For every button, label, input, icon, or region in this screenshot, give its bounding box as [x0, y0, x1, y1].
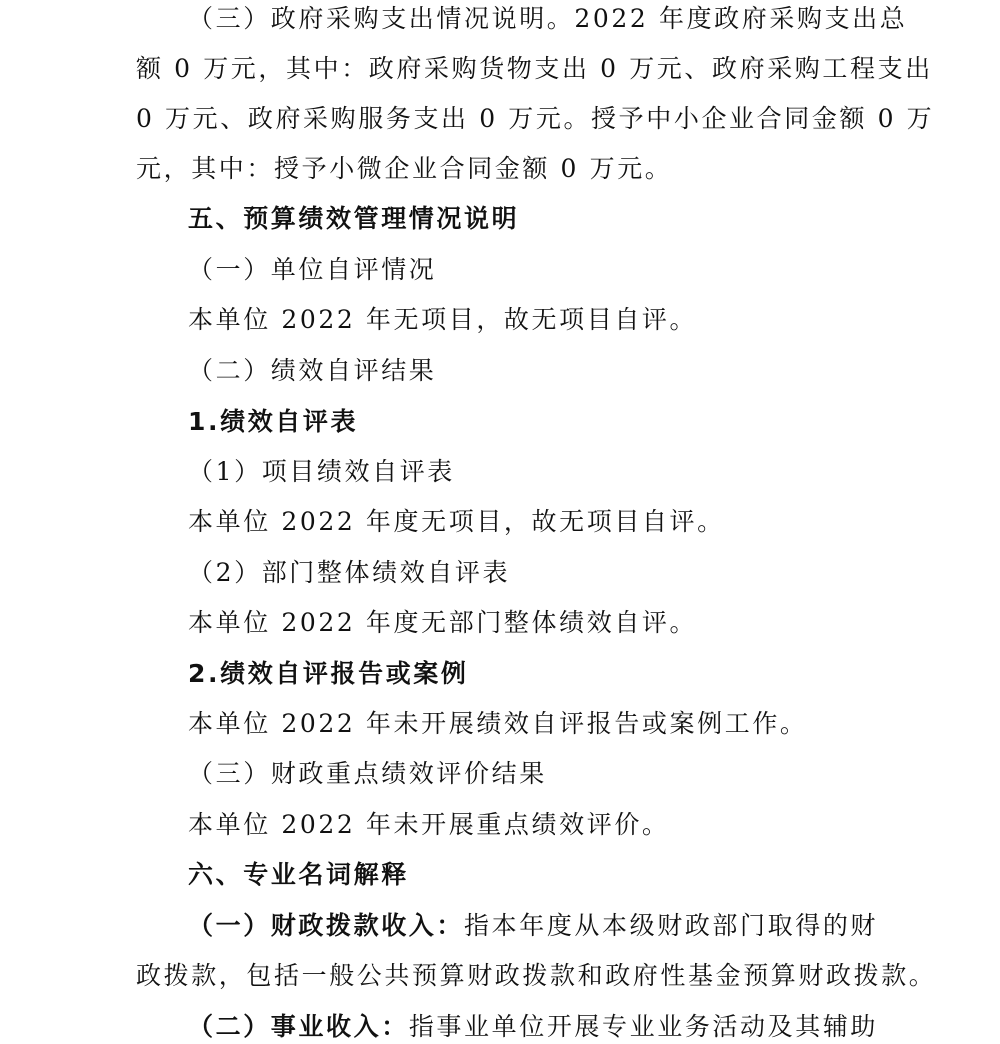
- govt-procurement-line-2: 额 0 万元，其中：政府采购货物支出 0 万元、政府采购工程支出: [136, 54, 933, 83]
- glossary-fiscal-appropriation-continued: 政拨款，包括一般公共预算财政拨款和政府性基金预算财政拨款。: [136, 961, 937, 990]
- govt-procurement-line-4: 元，其中：授予小微企业合同金额 0 万元。: [136, 154, 673, 183]
- paragraph-no-department-evaluation: 本单位 2022 年度无部门整体绩效自评。: [188, 608, 698, 637]
- govt-procurement-line-3: 0 万元、政府采购服务支出 0 万元。授予中小企业合同金额 0 万: [136, 104, 935, 133]
- definition-business-income: 指事业单位开展专业业务活动及其辅助: [408, 1012, 879, 1041]
- item-project-table: （1）项目绩效自评表: [188, 457, 455, 486]
- paragraph-no-projects: 本单位 2022 年无项目，故无项目自评。: [188, 305, 698, 334]
- definition-fiscal-appropriation: 指本年度从本级财政部门取得的财: [464, 911, 879, 940]
- subheading-self-evaluation: （一）单位自评情况: [188, 255, 437, 284]
- subheading-self-evaluation-results: （二）绩效自评结果: [188, 356, 437, 385]
- subheading-report-or-case: 2.绩效自评报告或案例: [188, 659, 469, 688]
- glossary-fiscal-appropriation: [188, 909, 878, 943]
- section-heading-glossary: 六、专业名词解释: [188, 860, 409, 889]
- item-department-table: （2）部门整体绩效自评表: [188, 558, 511, 587]
- paragraph-no-project-evaluation: 本单位 2022 年度无项目，故无项目自评。: [188, 507, 725, 536]
- subheading-key-evaluation: （三）财政重点绩效评价结果: [188, 759, 547, 788]
- section-heading-performance: 五、预算绩效管理情况说明: [188, 204, 520, 233]
- govt-procurement-line-1: （三）政府采购支出情况说明。2022 年度政府采购支出总: [188, 4, 908, 33]
- paragraph-no-key-evaluation: 本单位 2022 年未开展重点绩效评价。: [188, 810, 670, 839]
- glossary-business-income: [188, 1010, 878, 1044]
- subheading-self-evaluation-table: 1.绩效自评表: [188, 407, 359, 436]
- term-business-income: （二）事业收入：: [188, 1012, 409, 1041]
- term-fiscal-appropriation: （一）财政拨款收入：: [188, 911, 465, 940]
- paragraph-no-report: 本单位 2022 年未开展绩效自评报告或案例工作。: [188, 709, 808, 738]
